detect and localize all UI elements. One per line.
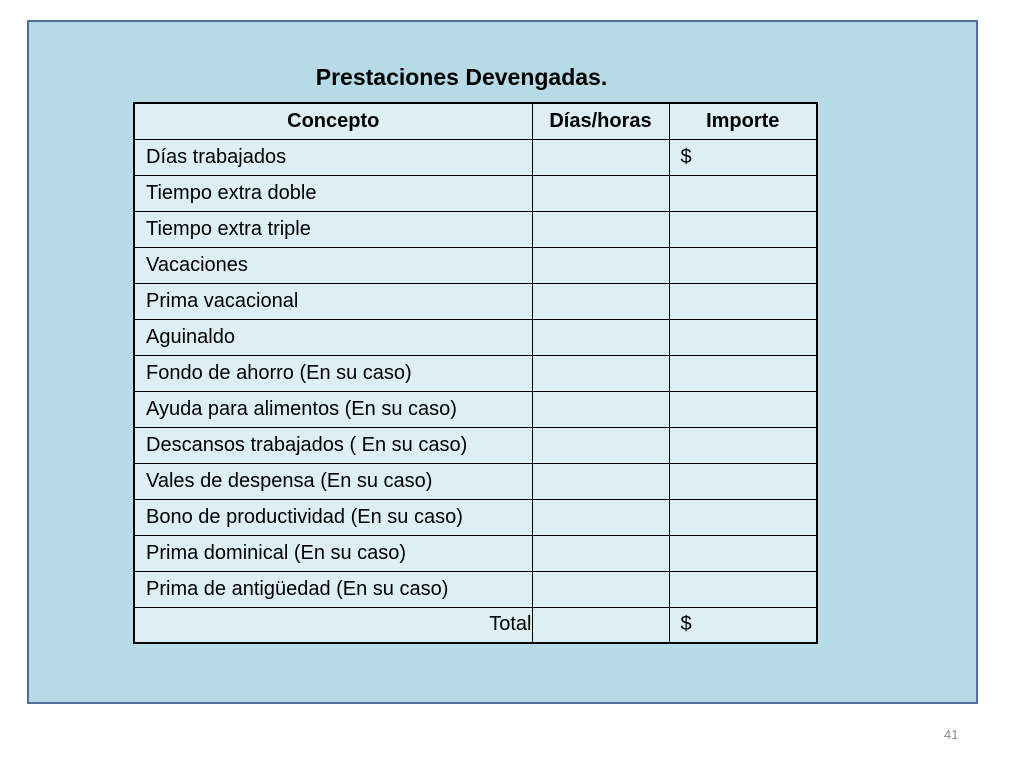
table-row bbox=[134, 535, 817, 571]
header-concepto: Concepto bbox=[134, 103, 532, 139]
total-dias-cell bbox=[532, 607, 669, 643]
concepto-cell: Prima dominical (En su caso) bbox=[134, 535, 532, 571]
concepto-cell: Fondo de ahorro (En su caso) bbox=[134, 355, 532, 391]
table-row bbox=[134, 283, 817, 319]
total-importe-cell: $ bbox=[669, 607, 817, 643]
table-row bbox=[134, 499, 817, 535]
dias-horas-cell bbox=[532, 139, 669, 175]
dias-horas-cell bbox=[532, 319, 669, 355]
importe-cell bbox=[669, 211, 817, 247]
table-row bbox=[134, 139, 817, 175]
dias-horas-cell bbox=[532, 283, 669, 319]
content-panel bbox=[27, 20, 978, 704]
concepto-cell: Vacaciones bbox=[134, 247, 532, 283]
dias-horas-cell bbox=[532, 499, 669, 535]
table-row bbox=[134, 175, 817, 211]
concepto-cell: Prima vacacional bbox=[134, 283, 532, 319]
header-dias-horas: Días/horas bbox=[532, 103, 669, 139]
importe-cell: $ bbox=[669, 139, 817, 175]
importe-cell bbox=[669, 247, 817, 283]
slide-title: Prestaciones Devengadas. bbox=[315, 64, 608, 90]
dias-horas-cell bbox=[532, 391, 669, 427]
concepto-cell: Prima de antigüedad (En su caso) bbox=[134, 571, 532, 607]
dias-horas-cell bbox=[532, 175, 669, 211]
dias-horas-cell bbox=[532, 571, 669, 607]
importe-cell bbox=[669, 355, 817, 391]
table-row bbox=[134, 391, 817, 427]
importe-cell bbox=[669, 535, 817, 571]
dias-horas-cell bbox=[532, 211, 669, 247]
table-row bbox=[134, 247, 817, 283]
concepto-cell: Vales de despensa (En su caso) bbox=[134, 463, 532, 499]
importe-cell bbox=[669, 463, 817, 499]
header-importe: Importe bbox=[669, 103, 817, 139]
dias-horas-cell bbox=[532, 247, 669, 283]
importe-cell bbox=[669, 283, 817, 319]
table-row bbox=[134, 463, 817, 499]
concepto-cell: Bono de productividad (En su caso) bbox=[134, 499, 532, 535]
table-header-row bbox=[134, 103, 817, 139]
concepto-cell: Días trabajados bbox=[134, 139, 532, 175]
dias-horas-cell bbox=[532, 355, 669, 391]
importe-cell bbox=[669, 175, 817, 211]
importe-cell bbox=[669, 391, 817, 427]
concepto-cell: Ayuda para alimentos (En su caso) bbox=[134, 391, 532, 427]
table-row bbox=[134, 355, 817, 391]
table-row bbox=[134, 427, 817, 463]
dias-horas-cell bbox=[532, 535, 669, 571]
concepto-cell: Tiempo extra triple bbox=[134, 211, 532, 247]
page-number: 41 bbox=[944, 727, 959, 742]
table-row bbox=[134, 211, 817, 247]
table-row bbox=[134, 571, 817, 607]
concepto-cell: Descansos trabajados ( En su caso) bbox=[134, 427, 532, 463]
importe-cell bbox=[669, 499, 817, 535]
benefits-table bbox=[133, 102, 818, 644]
total-label: Total bbox=[134, 607, 532, 643]
total-row bbox=[134, 607, 817, 643]
table-row bbox=[134, 319, 817, 355]
concepto-cell: Aguinaldo bbox=[134, 319, 532, 355]
dias-horas-cell bbox=[532, 463, 669, 499]
dias-horas-cell bbox=[532, 427, 669, 463]
importe-cell bbox=[669, 319, 817, 355]
concepto-cell: Tiempo extra doble bbox=[134, 175, 532, 211]
importe-cell bbox=[669, 427, 817, 463]
importe-cell bbox=[669, 571, 817, 607]
